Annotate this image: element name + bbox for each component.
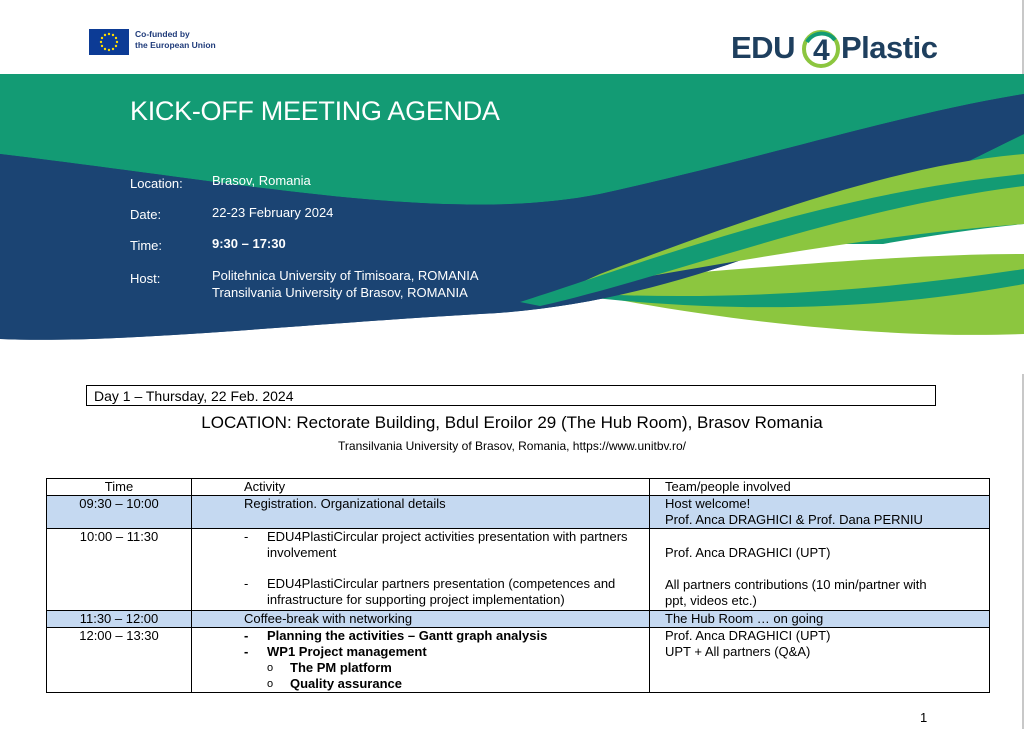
day-location-value: : Rectorate Building, Bdul Eroilor 29 (The Hub Room), Brasov Romania (286, 413, 823, 432)
row-activity (192, 628, 650, 693)
time-value: 9:30 – 17:30 (212, 236, 286, 251)
row-time: 12:00 – 13:30 (47, 628, 192, 693)
day-heading: Day 1 – Thursday, 22 Feb. 2024 (94, 388, 294, 404)
location-value: Brasov, Romania (212, 173, 311, 188)
eu-text-line1: Co-funded by (135, 29, 190, 39)
activity-sub-bullet: o The PM platform (267, 660, 649, 676)
page-number: 1 (920, 710, 928, 725)
row-activity: Coffee-break with networking (192, 611, 650, 628)
header-team: Team/people involved (650, 479, 990, 496)
row-team-line: Prof. Anca DRAGHICI (UPT) (665, 628, 831, 643)
host-line2: Transilvania University of Brasov, ROMANIA (212, 285, 468, 300)
host-value (212, 267, 479, 301)
activity-bullet: - WP1 Project management (244, 644, 649, 660)
brand-prefix: EDU (731, 30, 795, 65)
brand-suffix-text: Plastic (841, 30, 938, 65)
row-team (650, 628, 990, 693)
activity-bullet: - EDU4PlastiCircular project activities presentation with partners involvement (244, 529, 649, 561)
university-line: Transilvania University of Brasov, Romania, https://www.unitbv.ro/ (338, 439, 686, 453)
day-heading-box (86, 385, 936, 406)
activity-bullet: - EDU4PlastiCircular partners presentation (competences and infrastructure for supporting project implementation) (244, 576, 649, 610)
row-time: 10:00 – 11:30 (47, 529, 192, 611)
activity-sub-bullet: o Quality assurance (267, 676, 649, 692)
row-team-line: All partners contributions (10 min/partner with ppt, videos etc.) (665, 577, 927, 608)
row-time: 09:30 – 10:00 (47, 496, 192, 529)
date-value: 22-23 February 2024 (212, 205, 334, 220)
row-team-line: UPT + All partners (Q&A) (665, 644, 811, 659)
row-team: The Hub Room … on going (650, 611, 990, 628)
host-label: Host: (130, 271, 161, 286)
table-row (47, 628, 990, 693)
brand-globe-icon (801, 28, 841, 70)
location-label: Location: (130, 176, 183, 191)
agenda-table (46, 478, 990, 693)
row-team (650, 496, 990, 529)
row-time: 11:30 – 12:00 (47, 611, 192, 628)
table-row (47, 496, 990, 529)
activity-bullet: - Planning the activities – Gantt graph analysis (244, 628, 649, 644)
row-team-line: Host welcome! (665, 496, 751, 511)
eu-text-line2: the European Union (135, 40, 216, 50)
header-activity: Activity (192, 479, 650, 496)
eu-cofunded-text (135, 29, 216, 51)
time-label: Time: (130, 238, 163, 253)
eu-flag-icon (89, 29, 129, 55)
row-activity: Registration. Organizational details (192, 496, 650, 529)
row-activity (192, 529, 650, 611)
brand-mid: 4 (813, 34, 830, 67)
day-location (0, 413, 1024, 433)
host-line1: Politehnica University of Timisoara, ROMANIA (212, 268, 479, 283)
row-team-line: Prof. Anca DRAGHICI (UPT) (665, 545, 831, 560)
header-time: Time (47, 479, 192, 496)
table-row (47, 611, 990, 628)
row-team-line: Prof. Anca DRAGHICI & Prof. Dana PERNIU (665, 512, 923, 527)
day-location-label: LOCATION (201, 413, 287, 432)
brand-suffix (841, 30, 937, 66)
row-team (650, 529, 990, 611)
table-row (47, 529, 990, 611)
table-header-row (47, 479, 990, 496)
date-label: Date: (130, 207, 162, 222)
page-title: KICK-OFF MEETING AGENDA (130, 96, 500, 126)
